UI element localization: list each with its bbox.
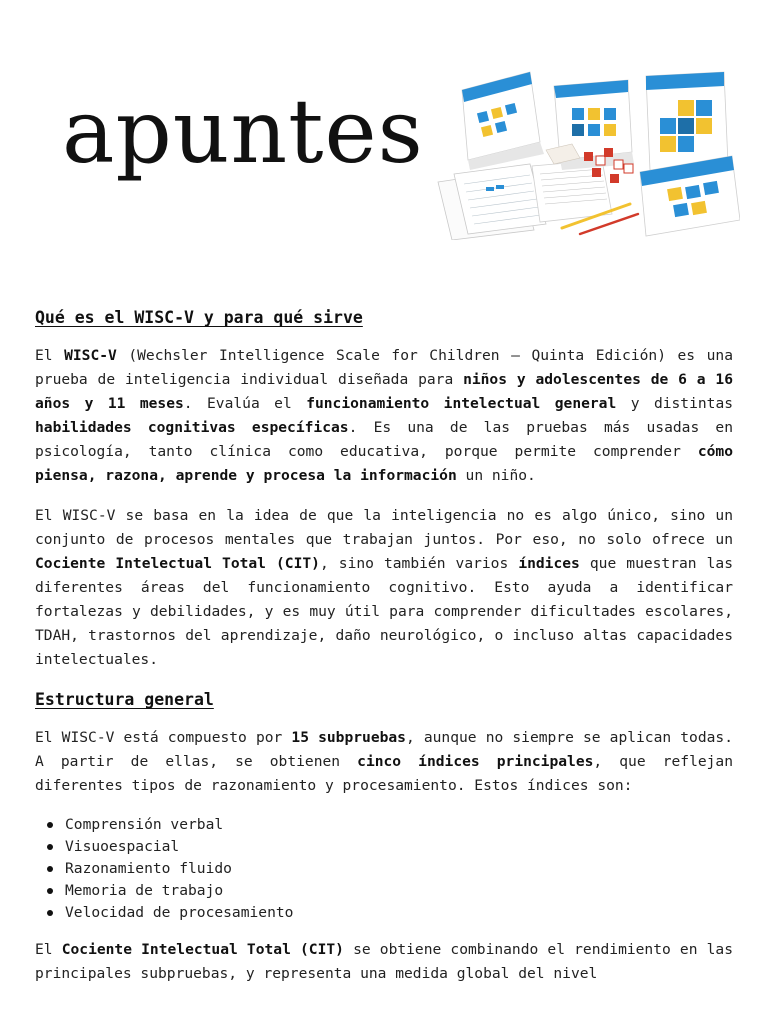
- paragraph-cit: [35, 938, 733, 986]
- header: [0, 0, 768, 260]
- paragraph-structure: [35, 726, 733, 798]
- logo-wordmark: apuntes: [62, 80, 424, 183]
- text-run: El WISC-V se basa en la idea de que la inteligencia no es algo único, sino un conjunto de procesos mentales que trabajan juntos. Por eso, no solo ofrece un: [35, 507, 733, 548]
- bold-text: habilidades cognitivas específicas: [35, 419, 349, 436]
- list-item: Visuoespacial: [65, 836, 733, 858]
- section-heading-que-es: Qué es el WISC-V y para qué sirve: [35, 308, 363, 327]
- text-run: se obtiene combinando el rendimiento en las principales subpruebas, y representa una medida global del nivel: [35, 941, 733, 982]
- bold-text: WISC-V: [64, 347, 117, 364]
- text-run: , que reflejan diferentes tipos de razonamiento y procesamiento. Estos índices son:: [35, 753, 734, 794]
- record-forms: [438, 160, 612, 240]
- text-run: un niño.: [456, 467, 536, 484]
- list-item: Comprensión verbal: [65, 814, 733, 836]
- text-run: (Wechsler Intelligence Scale for Children – Quinta Edición) es una prueba de inteligencia individual diseñada para: [35, 347, 733, 388]
- section-heading-estructura: Estructura general: [35, 690, 214, 709]
- bold-text: funcionamiento intelectual general: [306, 395, 617, 412]
- stimulus-book-1: [462, 72, 544, 170]
- kit-box: [646, 72, 728, 170]
- paragraph-intro: [35, 344, 733, 488]
- bold-text: niños y adolescentes de 6 a 16 años y 11 meses: [35, 371, 733, 412]
- bold-text: 15 subpruebas: [291, 729, 406, 746]
- text-run: El: [35, 941, 62, 958]
- text-run: . Es una de las pruebas más usadas en psicología, tanto clínica como educativa, porque permite comprender: [35, 419, 734, 460]
- bold-text: cómo piensa, razona, aprende y procesa la información: [35, 443, 733, 484]
- bold-text: cinco índices principales: [357, 753, 594, 770]
- text-run: , aunque no siempre se aplican todas. A partir de ellas, se obtienen: [35, 729, 733, 770]
- text-run: El WISC-V está compuesto por: [35, 729, 292, 746]
- text-run: El: [35, 347, 65, 364]
- indices-list: [35, 814, 733, 924]
- list-item: Velocidad de procesamiento: [65, 902, 733, 924]
- list-item: Razonamiento fluido: [65, 858, 733, 880]
- text-run: , sino también varios: [319, 555, 519, 572]
- text-run: y distintas: [616, 395, 734, 412]
- text-run: que muestran las diferentes áreas del funcionamiento cognitivo. Esto ayuda a identificar fortalezas y debilidades, y es muy útil para comprender dificultades escolares, TDAH, trastornos del aprendizaje, daño neurológico, o incluso altas capacidades intelectuales.: [35, 555, 733, 668]
- article-body: [35, 306, 733, 1002]
- list-item: Memoria de trabajo: [65, 880, 733, 902]
- bold-text: índices: [518, 555, 580, 572]
- bold-text: Cociente Intelectual Total (CIT): [61, 941, 344, 958]
- wisc-v-kit-image: [434, 64, 740, 240]
- text-run: . Evalúa el: [183, 395, 307, 412]
- paragraph-basis: [35, 504, 733, 672]
- bold-text: Cociente Intelectual Total (CIT): [35, 555, 320, 572]
